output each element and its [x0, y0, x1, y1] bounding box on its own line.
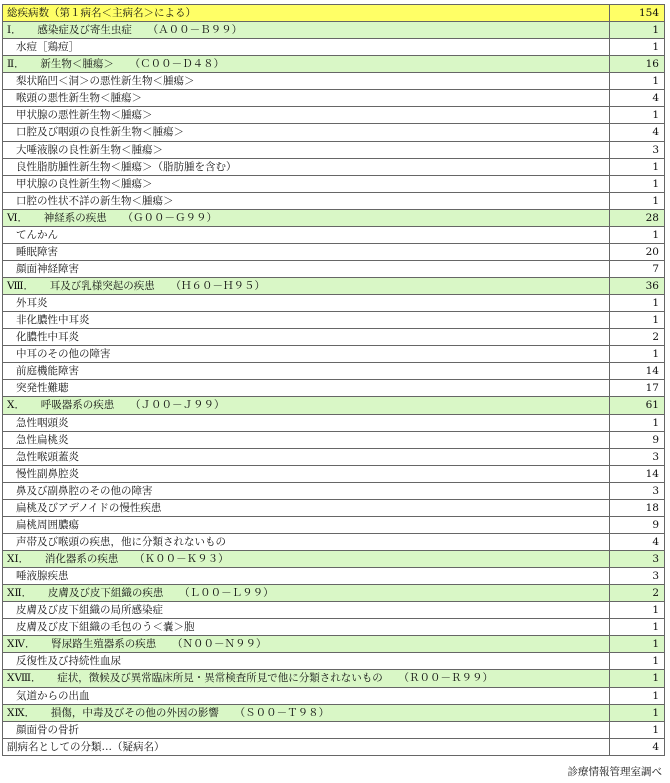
row-label: 甲状腺の悪性新生物＜腫瘍＞ — [3, 107, 610, 124]
disease-row — [3, 448, 665, 465]
chapter-row — [3, 636, 665, 653]
disease-row — [3, 482, 665, 499]
row-count: 1 — [610, 39, 665, 56]
row-label: 声帯及び喉頭の疾患，他に分類されないもの — [3, 533, 610, 550]
row-label: 口腔及び咽頭の良性新生物＜腫瘍＞ — [3, 124, 610, 141]
row-count: 4 — [610, 124, 665, 141]
row-count: 1 — [610, 73, 665, 90]
disease-row — [3, 568, 665, 585]
disease-row — [3, 346, 665, 363]
row-label: Ⅹ． 呼吸器系の疾患 （Ｊ００－Ｊ９９） — [3, 397, 610, 414]
disease-row — [3, 414, 665, 431]
row-label: ⅩⅧ． 症状，徴候及び異常臨床所見・異常検査所見で他に分類されないもの （Ｒ００－Ｒ９９） — [3, 670, 610, 687]
row-count: 1 — [610, 653, 665, 670]
row-label: 突発性難聴 — [3, 380, 610, 397]
row-label: 慢性副鼻腔炎 — [3, 465, 610, 482]
row-label: 反復性及び持続性血尿 — [3, 653, 610, 670]
row-count: 20 — [610, 243, 665, 260]
row-count: 1 — [610, 312, 665, 329]
row-count: 16 — [610, 56, 665, 73]
disease-row — [3, 465, 665, 482]
disease-row — [3, 380, 665, 397]
row-label: 外耳炎 — [3, 295, 610, 312]
disease-row — [3, 721, 665, 738]
row-label: 大唾液腺の良性新生物＜腫瘍＞ — [3, 141, 610, 158]
disease-row — [3, 653, 665, 670]
chapter-row — [3, 209, 665, 226]
disease-row — [3, 619, 665, 636]
disease-row — [3, 363, 665, 380]
row-label: 梨状陥凹＜洞＞の悪性新生物＜腫瘍＞ — [3, 73, 610, 90]
row-count: 9 — [610, 516, 665, 533]
disease-row — [3, 431, 665, 448]
row-count: 1 — [610, 670, 665, 687]
table-body — [3, 5, 665, 756]
row-label: 甲状腺の良性新生物＜腫瘍＞ — [3, 175, 610, 192]
row-label: 副病名としての分類…（疑病名） — [3, 738, 610, 755]
row-count: 1 — [610, 602, 665, 619]
chapter-row — [3, 704, 665, 721]
row-label: 気道からの出血 — [3, 687, 610, 704]
total-row — [3, 5, 665, 22]
row-count: 2 — [610, 585, 665, 602]
row-count: 9 — [610, 431, 665, 448]
chapter-row — [3, 551, 665, 568]
source-note: 診療情報管理室調べ — [567, 766, 662, 778]
row-label: 鼻及び副鼻腔のその他の障害 — [3, 482, 610, 499]
row-count: 36 — [610, 278, 665, 295]
row-count: 1 — [610, 295, 665, 312]
chapter-row — [3, 22, 665, 39]
row-count: 4 — [610, 533, 665, 550]
row-count: 17 — [610, 380, 665, 397]
disease-row — [3, 158, 665, 175]
disease-row — [3, 602, 665, 619]
row-label: 唾液腺疾患 — [3, 568, 610, 585]
row-label: 顔面骨の骨折 — [3, 721, 610, 738]
row-count: 1 — [610, 414, 665, 431]
row-label: 顔面神経障害 — [3, 260, 610, 277]
row-label: 非化膿性中耳炎 — [3, 312, 610, 329]
row-label: 化膿性中耳炎 — [3, 329, 610, 346]
row-count: 3 — [610, 482, 665, 499]
row-count: 28 — [610, 209, 665, 226]
row-count: 1 — [610, 346, 665, 363]
secondary-row — [3, 738, 665, 755]
disease-row — [3, 312, 665, 329]
disease-row — [3, 90, 665, 107]
row-count: 14 — [610, 363, 665, 380]
row-count: 1 — [610, 687, 665, 704]
chapter-row — [3, 397, 665, 414]
row-label: 扁桃及びアデノイドの慢性疾患 — [3, 499, 610, 516]
disease-row — [3, 295, 665, 312]
row-count: 1 — [610, 22, 665, 39]
row-count: 14 — [610, 465, 665, 482]
disease-row — [3, 39, 665, 56]
row-label: 急性喉頭蓋炎 — [3, 448, 610, 465]
row-label: Ⅰ． 感染症及び寄生虫症 （Ａ００－Ｂ９９） — [3, 22, 610, 39]
row-label: 急性咽頭炎 — [3, 414, 610, 431]
row-label: 口腔の性状不詳の新生物＜腫瘍＞ — [3, 192, 610, 209]
row-label: ⅩⅡ． 皮膚及び皮下組織の疾患 （Ｌ００－Ｌ９９） — [3, 585, 610, 602]
row-label: 皮膚及び皮下組織の局所感染症 — [3, 602, 610, 619]
row-label: 扁桃周囲膿瘍 — [3, 516, 610, 533]
row-label: 前庭機能障害 — [3, 363, 610, 380]
row-count: 1 — [610, 175, 665, 192]
row-count: 61 — [610, 397, 665, 414]
row-count: 1 — [610, 721, 665, 738]
row-label: 急性扁桃炎 — [3, 431, 610, 448]
disease-row — [3, 533, 665, 550]
row-label: 水痘［鶏痘］ — [3, 39, 610, 56]
disease-row — [3, 516, 665, 533]
row-count: 4 — [610, 738, 665, 755]
row-label: ⅩⅨ． 損傷，中毒及びその他の外因の影響 （Ｓ００－Ｔ９８） — [3, 704, 610, 721]
row-count: 1 — [610, 704, 665, 721]
disease-row — [3, 175, 665, 192]
chapter-row — [3, 278, 665, 295]
disease-row — [3, 687, 665, 704]
row-count: 1 — [610, 192, 665, 209]
row-label: Ⅵ． 神経系の疾患 （Ｇ００－Ｇ９９） — [3, 209, 610, 226]
disease-row — [3, 243, 665, 260]
disease-row — [3, 329, 665, 346]
row-label: 良性脂肪腫性新生物＜腫瘍＞（脂肪腫を含む） — [3, 158, 610, 175]
disease-row — [3, 226, 665, 243]
row-count: 18 — [610, 499, 665, 516]
row-count: 1 — [610, 619, 665, 636]
disease-row — [3, 499, 665, 516]
row-count: 4 — [610, 90, 665, 107]
row-count: 3 — [610, 568, 665, 585]
disease-row — [3, 73, 665, 90]
row-count: 3 — [610, 448, 665, 465]
row-label: 喉頭の悪性新生物＜腫瘍＞ — [3, 90, 610, 107]
row-label: 総疾病数（第１病名＜主病名＞による） — [3, 5, 610, 22]
row-count: 3 — [610, 141, 665, 158]
row-label: 皮膚及び皮下組織の毛包のう＜嚢＞胞 — [3, 619, 610, 636]
chapter-row — [3, 670, 665, 687]
disease-row — [3, 107, 665, 124]
row-label: ⅩⅠ． 消化器系の疾患 （Ｋ００－Ｋ９３） — [3, 551, 610, 568]
chapter-row — [3, 56, 665, 73]
row-label: ⅩⅣ． 腎尿路生殖器系の疾患 （Ｎ００－Ｎ９９） — [3, 636, 610, 653]
row-count: 2 — [610, 329, 665, 346]
disease-row — [3, 260, 665, 277]
row-count: 3 — [610, 551, 665, 568]
row-label: 中耳のその他の障害 — [3, 346, 610, 363]
row-label: てんかん — [3, 226, 610, 243]
row-label: Ⅱ． 新生物＜腫瘍＞ （Ｃ００－Ｄ４８） — [3, 56, 610, 73]
row-count: 1 — [610, 636, 665, 653]
row-count: 1 — [610, 107, 665, 124]
row-count: 154 — [610, 5, 665, 22]
row-label: Ⅷ． 耳及び乳様突起の疾患 （Ｈ６０－Ｈ９５） — [3, 278, 610, 295]
row-label: 睡眠障害 — [3, 243, 610, 260]
disease-row — [3, 141, 665, 158]
disease-statistics-table — [2, 4, 665, 756]
row-count: 7 — [610, 260, 665, 277]
chapter-row — [3, 585, 665, 602]
row-count: 1 — [610, 226, 665, 243]
disease-row — [3, 192, 665, 209]
row-count: 1 — [610, 158, 665, 175]
disease-row — [3, 124, 665, 141]
